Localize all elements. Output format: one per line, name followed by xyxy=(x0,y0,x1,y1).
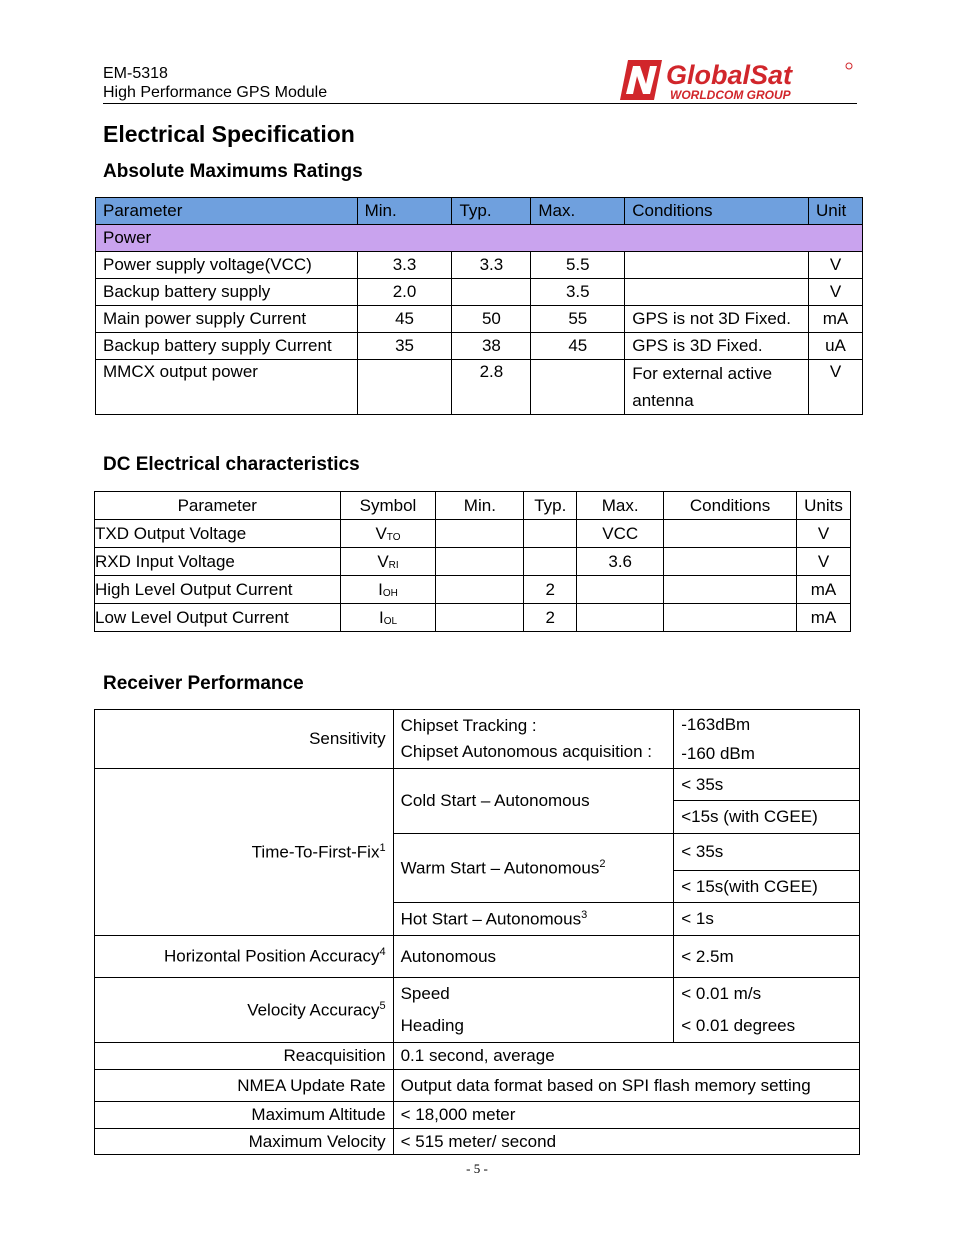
column-header: Unit xyxy=(808,198,862,225)
value-cell xyxy=(674,710,860,769)
min-cell xyxy=(436,576,524,604)
max-cell: 55 xyxy=(531,306,625,333)
table-row-ttff xyxy=(95,769,860,801)
column-header: Max. xyxy=(531,198,625,225)
row-label: NMEA Update Rate xyxy=(95,1070,394,1102)
typ-cell xyxy=(452,279,531,306)
value-line: < 0.01 degrees xyxy=(681,1016,796,1035)
section-heading-dc: DC Electrical characteristics xyxy=(103,454,360,475)
column-header: Max. xyxy=(577,492,664,520)
min-cell: 35 xyxy=(357,333,452,360)
row-label-text: Time-To-First-Fix xyxy=(251,842,380,862)
value-line: < 0.01 m/s xyxy=(681,984,762,1003)
max-cell: 3.6 xyxy=(577,548,664,576)
symbol-cell xyxy=(340,520,436,548)
typ-cell xyxy=(524,548,577,576)
symbol: I xyxy=(378,607,384,627)
mode-line: Chipset Autonomous acquisition : xyxy=(400,742,652,761)
value-cell: < 1s xyxy=(674,903,860,936)
dc-characteristics-table xyxy=(94,491,851,632)
max-cell: 5.5 xyxy=(531,252,625,279)
param-cell: RXD Input Voltage xyxy=(95,548,341,576)
column-header: Units xyxy=(796,492,850,520)
symbol: V xyxy=(375,523,387,543)
symbol-cell xyxy=(340,548,436,576)
group-label: Power xyxy=(96,225,863,252)
max-cell xyxy=(531,360,625,415)
column-header: Parameter xyxy=(95,492,341,520)
param-cell: Main power supply Current xyxy=(96,306,358,333)
value-cell: <15s (with CGEE) xyxy=(674,801,860,834)
value-cell: < 18,000 meter xyxy=(393,1102,859,1129)
row-label: Maximum Velocity xyxy=(95,1129,394,1155)
table-row xyxy=(96,252,863,279)
row-label xyxy=(95,769,394,936)
footnote-ref: 3 xyxy=(581,908,588,921)
table-row xyxy=(95,1102,860,1129)
typ-cell: 3.3 xyxy=(452,252,531,279)
table-row xyxy=(95,548,851,576)
column-header: Conditions xyxy=(625,198,809,225)
min-cell: 3.3 xyxy=(357,252,452,279)
max-cell xyxy=(577,604,664,632)
row-label: Sensitivity xyxy=(95,710,394,769)
conditions-cell xyxy=(664,604,797,632)
page-title: Electrical Specification xyxy=(103,121,355,147)
column-header: Min. xyxy=(357,198,452,225)
table-row-velocity xyxy=(95,978,860,1043)
mode-cell xyxy=(393,903,674,936)
footnote-ref: 5 xyxy=(379,999,386,1012)
symbol-subscript: OL xyxy=(383,615,398,627)
mode-line: Speed xyxy=(400,984,450,1003)
value-cell: < 515 meter/ second xyxy=(393,1129,859,1155)
mode-cell xyxy=(393,710,674,769)
group-row-power xyxy=(96,225,863,252)
table-header-row xyxy=(95,492,851,520)
max-cell: 3.5 xyxy=(531,279,625,306)
symbol-subscript: RI xyxy=(388,559,399,571)
min-cell xyxy=(436,604,524,632)
unit-cell: V xyxy=(808,252,862,279)
conditions-cell: GPS is 3D Fixed. xyxy=(625,333,809,360)
unit-cell: V xyxy=(808,360,862,415)
value-cell: < 35s xyxy=(674,769,860,801)
max-cell: 45 xyxy=(531,333,625,360)
row-label xyxy=(95,978,394,1043)
document-subtitle: High Performance GPS Module xyxy=(103,84,328,101)
header-rule xyxy=(103,103,857,104)
row-label-text: Horizontal Position Accuracy xyxy=(164,946,380,966)
conditions-cell: GPS is not 3D Fixed. xyxy=(625,306,809,333)
table-row xyxy=(95,1070,860,1102)
param-cell: Low Level Output Current xyxy=(95,604,341,632)
footnote-ref: 1 xyxy=(379,841,386,854)
max-cell xyxy=(577,576,664,604)
value-cell xyxy=(674,978,860,1043)
conditions-cell xyxy=(625,252,809,279)
column-header: Conditions xyxy=(664,492,797,520)
table-header-row xyxy=(96,198,863,225)
row-label: Reacquisition xyxy=(95,1043,394,1070)
max-cell: VCC xyxy=(577,520,664,548)
param-cell: TXD Output Voltage xyxy=(95,520,341,548)
typ-cell: 2 xyxy=(524,576,577,604)
column-header: Min. xyxy=(436,492,524,520)
param-cell: High Level Output Current xyxy=(95,576,341,604)
value-cell: < 2.5m xyxy=(674,936,860,978)
logo-text: GlobalSat xyxy=(666,60,793,90)
min-cell xyxy=(436,548,524,576)
conditions-line: For external active xyxy=(632,364,773,383)
footnote-ref: 4 xyxy=(379,946,386,959)
symbol-subscript: TO xyxy=(386,531,401,543)
absolute-max-table xyxy=(95,197,863,415)
section-heading-absolute-max: Absolute Maximums Ratings xyxy=(103,161,363,182)
param-cell: Backup battery supply Current xyxy=(96,333,358,360)
typ-cell: 2 xyxy=(524,604,577,632)
table-row xyxy=(95,576,851,604)
table-row xyxy=(96,306,863,333)
symbol-subscript: OH xyxy=(382,587,398,599)
unit-cell: V xyxy=(796,520,850,548)
value-cell: < 35s xyxy=(674,834,860,871)
min-cell xyxy=(436,520,524,548)
globalsat-logo xyxy=(620,58,856,102)
min-cell: 2.0 xyxy=(357,279,452,306)
conditions-cell xyxy=(664,576,797,604)
unit-cell: V xyxy=(808,279,862,306)
unit-cell: uA xyxy=(808,333,862,360)
symbol: V xyxy=(377,551,389,571)
mode-text: Hot Start – Autonomous xyxy=(400,909,582,929)
min-cell xyxy=(357,360,452,415)
table-row xyxy=(96,279,863,306)
typ-cell: 2.8 xyxy=(452,360,531,415)
receiver-performance-table xyxy=(94,709,860,1155)
footnote-ref: 2 xyxy=(599,857,606,870)
unit-cell: mA xyxy=(796,576,850,604)
table-row xyxy=(96,360,863,415)
logo-mark-icon xyxy=(620,60,662,100)
mode-text: Warm Start – Autonomous xyxy=(400,858,600,878)
mode-cell: Cold Start – Autonomous xyxy=(393,769,674,834)
table-row xyxy=(95,604,851,632)
param-cell: MMCX output power xyxy=(96,360,358,415)
page-number: - 5 - xyxy=(466,1161,488,1176)
table-row xyxy=(95,1043,860,1070)
row-label: Maximum Altitude xyxy=(95,1102,394,1129)
conditions-cell xyxy=(664,548,797,576)
mode-cell xyxy=(393,834,674,903)
value-line: -163dBm xyxy=(681,715,751,734)
symbol-cell xyxy=(340,576,436,604)
mode-cell xyxy=(393,978,674,1043)
symbol: I xyxy=(378,579,383,599)
document-model: EM-5318 xyxy=(103,65,168,82)
mode-cell: Autonomous xyxy=(393,936,674,978)
unit-cell: mA xyxy=(796,604,850,632)
unit-cell: mA xyxy=(808,306,862,333)
conditions-cell xyxy=(625,360,809,415)
conditions-cell xyxy=(625,279,809,306)
logo-subtext: WORLDCOM GROUP xyxy=(670,88,791,102)
typ-cell: 38 xyxy=(452,333,531,360)
table-row xyxy=(95,520,851,548)
value-cell: Output data format based on SPI flash memory setting xyxy=(393,1070,859,1102)
symbol-cell xyxy=(340,604,436,632)
min-cell: 45 xyxy=(357,306,452,333)
table-row-sensitivity xyxy=(95,710,860,769)
param-cell: Power supply voltage(VCC) xyxy=(96,252,358,279)
conditions-line: antenna xyxy=(632,391,694,410)
value-cell: < 15s(with CGEE) xyxy=(674,871,860,903)
typ-cell xyxy=(524,520,577,548)
conditions-cell xyxy=(664,520,797,548)
value-line: -160 dBm xyxy=(681,744,755,763)
mode-line: Chipset Tracking : xyxy=(400,716,537,735)
row-label xyxy=(95,936,394,978)
table-row xyxy=(95,1129,860,1155)
mode-line: Heading xyxy=(400,1016,464,1035)
table-row-hpa xyxy=(95,936,860,978)
column-header: Parameter xyxy=(96,198,358,225)
table-row xyxy=(96,333,863,360)
value-cell: 0.1 second, average xyxy=(393,1043,859,1070)
param-cell: Backup battery supply xyxy=(96,279,358,306)
section-heading-receiver: Receiver Performance xyxy=(103,673,304,694)
typ-cell: 50 xyxy=(452,306,531,333)
unit-cell: V xyxy=(796,548,850,576)
column-header: Typ. xyxy=(524,492,577,520)
column-header: Typ. xyxy=(452,198,531,225)
column-header: Symbol xyxy=(340,492,436,520)
row-label-text: Velocity Accuracy xyxy=(247,1000,380,1020)
